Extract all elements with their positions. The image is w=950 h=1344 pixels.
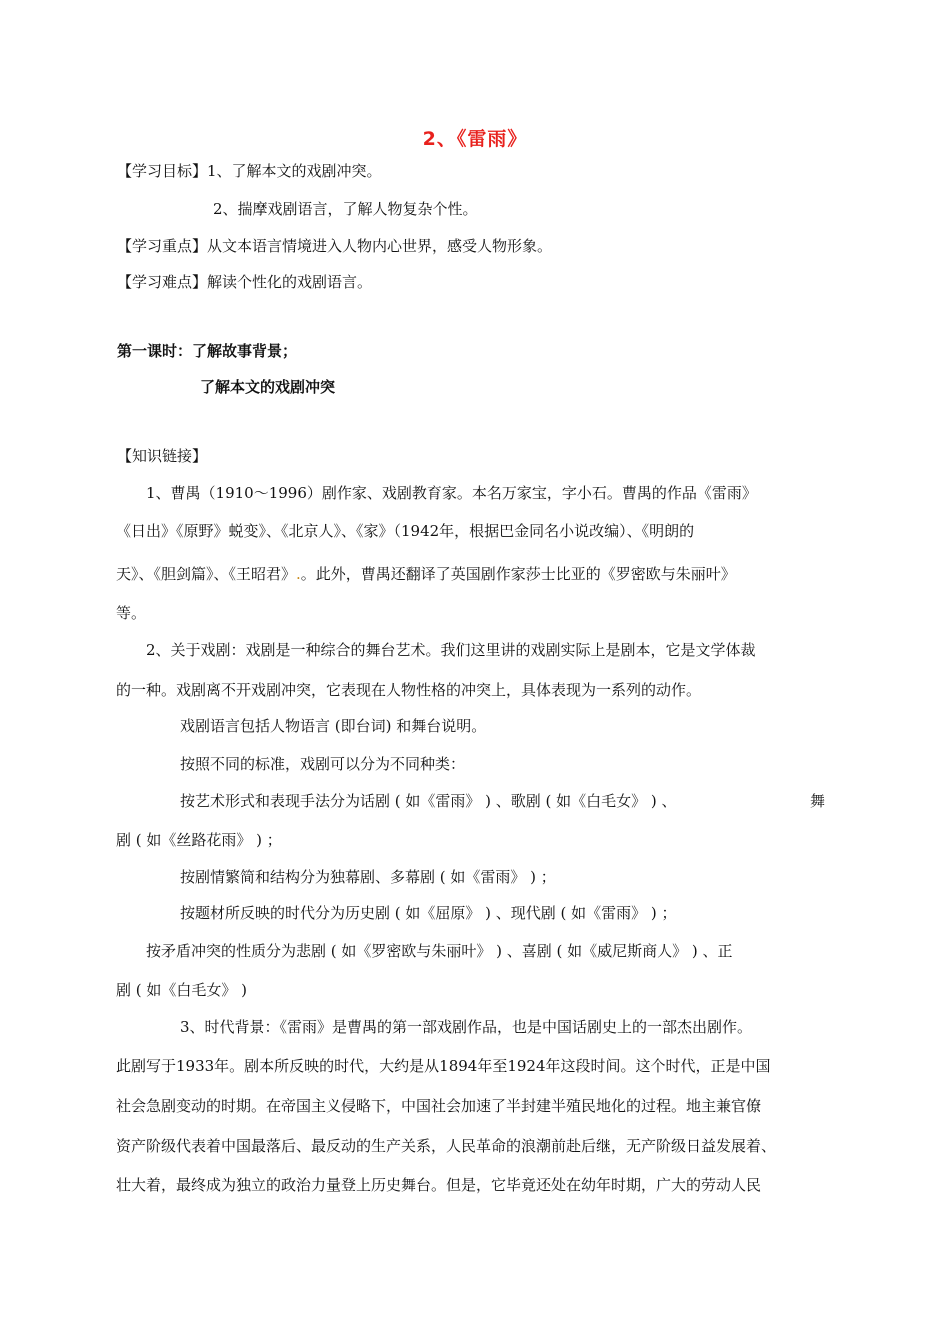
learning-focus-line [117,236,552,256]
paragraph-2-line-5a: 按艺术形式和表现手法分为话剧 ( 如《雷雨》 ) 、歌剧 ( 如《白毛女》 ) 、 [180,792,677,810]
lesson-subheading: 了解本文的戏剧冲突 [200,378,336,396]
paragraph-2-line-10: 剧 ( 如《白毛女》 ) [116,981,248,999]
paragraph-3-line-3: 社会急剧变动的时期。在帝国主义侵略下，中国社会加速了半封建半殖民地化的过程。地主兼官僚 [116,1097,762,1115]
paragraph-2-line-4: 按照不同的标准，戏剧可以分为不同种类： [180,755,466,773]
paragraph-2-line-5b: 舞 [809,792,825,810]
yellow-mark: . [296,565,301,583]
learning-goal-1: 1、了解本文的戏剧冲突。 [207,162,382,180]
paragraph-2-line-8: 按题材所反映的时代分为历史剧 ( 如《屈原》 ) 、现代剧 ( 如《雷雨》 ) ； [180,904,677,922]
paragraph-2-line-5 [180,791,825,811]
paragraph-1-line-3a: 天》、《胆剑篇》、《王昭君》 [116,565,297,583]
paragraph-2-line-6: 剧 ( 如《丝路花雨》 ) ； [116,831,282,849]
paragraph-1-line-4: 等。 [116,604,147,622]
lesson-heading: 第一课时：了解故事背景； [117,342,298,360]
paragraph-1-line-1: 1、曹禺（1910～1996）剧作家、戏剧教育家。本名万家宝，字小石。曹禺的作品《雷雨》 [146,484,757,502]
learning-difficulty-line [117,272,372,292]
learning-focus-text: 从文本语言情境进入人物内心世界，感受人物形象。 [207,237,553,255]
paragraph-3-line-4: 资产阶级代表着中国最落后、最反动的生产关系，人民革命的浪潮前赴后继，无产阶级日益发展着、 [116,1137,777,1155]
learning-difficulty-label: 【学习难点】 [117,273,208,291]
knowledge-link-label: 【知识链接】 [117,447,208,465]
document-title: 2、《雷雨》 [422,128,528,150]
paragraph-2-line-3: 戏剧语言包括人物语言 (即台词) 和舞台说明。 [180,717,487,735]
paragraph-2-line-9: 按矛盾冲突的性质分为悲剧 ( 如《罗密欧与朱丽叶》 ) 、喜剧 ( 如《威尼斯商人》 ) 、正 [146,942,733,960]
learning-goals-line1 [117,161,382,181]
paragraph-3-line-5: 壮大着，最终成为独立的政治力量登上历史舞台。但是，它毕竟还处在幼年时期，广大的劳动人民 [116,1176,762,1194]
learning-goals-label: 【学习目标】 [117,162,208,180]
learning-goal-2: 2、揣摩戏剧语言，了解人物复杂个性。 [213,200,478,218]
learning-difficulty-text: 解读个性化的戏剧语言。 [207,273,373,291]
learning-focus-label: 【学习重点】 [117,237,208,255]
paragraph-2-line-1: 2、关于戏剧：戏剧是一种综合的舞台艺术。我们这里讲的戏剧实际上是剧本，它是文学体裁 [146,641,756,659]
paragraph-2-line-7: 按剧情繁简和结构分为独幕剧、多幕剧 ( 如《雷雨》 ) ； [180,868,556,886]
paragraph-2-line-2: 的一种。戏剧离不开戏剧冲突，它表现在人物性格的冲突上，具体表现为一系列的动作。 [116,681,702,699]
paragraph-3-line-1: 3、时代背景：《雷雨》是曹禺的第一部戏剧作品，也是中国话剧史上的一部杰出剧作。 [180,1018,753,1036]
paragraph-1-line-3 [116,564,736,584]
paragraph-3-line-2: 此剧写于1933年。剧本所反映的时代，大约是从1894年至1924年这段时间。这个时代，正是中国 [116,1057,771,1075]
paragraph-1-line-2: 《日出》《原野》蜕变》、《北京人》、《家》（1942年，根据巴金同名小说改编）、《明朗的 [116,522,695,540]
paragraph-1-line-3b: 。此外，曹禺还翻译了英国剧作家莎士比亚的《罗密欧与朱丽叶》 [300,565,736,583]
